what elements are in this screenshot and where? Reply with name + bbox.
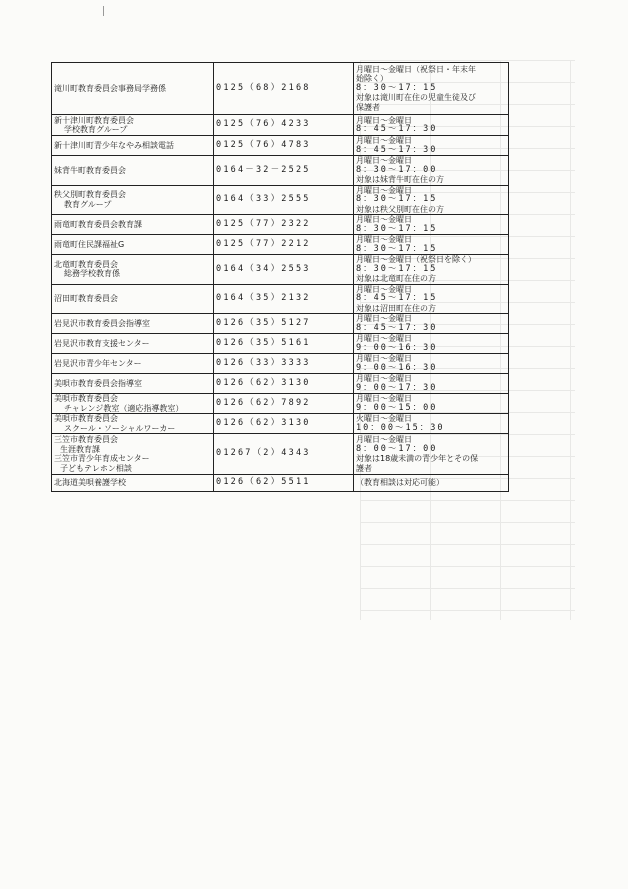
hours-cell xyxy=(354,284,509,314)
hours-line: 8：30～17：00 xyxy=(356,164,438,175)
hours-cell xyxy=(354,314,509,334)
table-row xyxy=(52,334,509,354)
hours-line: 対象は沼田町在住の方 xyxy=(356,303,436,313)
organization-cell xyxy=(52,475,214,492)
hours-line: 始除く） xyxy=(356,74,388,84)
organization-cell xyxy=(52,63,214,115)
hours-line: 8：30～17：15 xyxy=(356,194,438,204)
table-row xyxy=(52,255,509,285)
hours-line: 月曜日～金曜日 xyxy=(356,215,412,224)
hours-cell xyxy=(354,414,509,434)
table-row xyxy=(52,63,509,115)
hours-line: 9：00～15：00 xyxy=(356,402,438,413)
hours-line: 月曜日～金曜日 xyxy=(356,334,412,343)
hours-line: 月曜日～金曜日 xyxy=(356,354,412,363)
organization-line: 北海道美唄養護学校 xyxy=(54,478,126,488)
hours-cell xyxy=(354,255,509,285)
organization-line: 北竜町教育委員会 xyxy=(54,259,118,269)
organization-line: 新十津川町青少年なやみ相談電話 xyxy=(54,140,174,150)
organization-line: 妹背牛町教育委員会 xyxy=(54,165,126,175)
organization-cell xyxy=(52,354,214,374)
hours-cell xyxy=(354,185,509,215)
organization-cell xyxy=(52,255,214,285)
organization-line: 美唄市教育委員会 xyxy=(54,414,118,423)
organization-line: 生涯教育課 xyxy=(60,444,100,454)
organization-cell xyxy=(52,235,214,255)
hours-cell xyxy=(354,215,509,235)
hours-line: 月曜日～金曜日 xyxy=(356,435,412,444)
organization-line: 三笠市教育委員会 xyxy=(54,435,118,444)
hours-line: 9：00～16：30 xyxy=(356,362,438,373)
hours-line: 護者 xyxy=(356,463,372,473)
hours-cell xyxy=(354,354,509,374)
hours-cell xyxy=(354,394,509,414)
organization-line: 学校教育グループ xyxy=(64,125,128,134)
hours-line: 10：00～15：30 xyxy=(356,422,445,433)
hours-line: 8：45～17：15 xyxy=(356,293,438,303)
hours-line: 9：00～17：30 xyxy=(356,382,438,393)
hours-line: 8：00～17：00 xyxy=(356,443,438,454)
table-row xyxy=(52,374,509,394)
hours-cell xyxy=(354,63,509,115)
organization-line: 岩見沢市青少年センター xyxy=(54,358,142,368)
organization-line: 子どもテレホン相談 xyxy=(60,463,132,473)
hours-line: 月曜日～金曜日 xyxy=(356,115,412,125)
organization-cell xyxy=(52,414,214,434)
table-row xyxy=(52,314,509,334)
contact-table xyxy=(51,62,509,492)
hours-line: （教育相談は対応可能） xyxy=(356,478,444,488)
hours-line: 8：30～17：15 xyxy=(356,263,438,274)
table-row xyxy=(52,156,509,186)
table-row xyxy=(52,394,509,414)
table-row xyxy=(52,136,509,156)
organization-cell xyxy=(52,334,214,354)
organization-line: 秩父別町教育委員会 xyxy=(54,190,126,200)
phone-number: 0125（77）2212 xyxy=(214,235,354,255)
organization-cell xyxy=(52,314,214,334)
hours-cell xyxy=(354,434,509,475)
hours-cell xyxy=(354,115,509,136)
organization-line: 新十津川町教育委員会 xyxy=(54,115,134,125)
hours-line: 対象は秩父別町在住の方 xyxy=(356,204,444,214)
organization-cell xyxy=(52,156,214,186)
organization-cell xyxy=(52,115,214,136)
phone-number: 0164－32－2525 xyxy=(214,156,354,186)
organization-line: 滝川町教育委員会事務局学務係 xyxy=(54,83,166,93)
organization-cell xyxy=(52,284,214,314)
table-row xyxy=(52,354,509,374)
phone-number: 0164（34）2553 xyxy=(214,255,354,285)
organization-line: 雨竜町住民課福祉G xyxy=(54,239,125,249)
hours-cell xyxy=(354,136,509,156)
table-row xyxy=(52,235,509,255)
hours-line: 対象は滝川町在住の児童生徒及び xyxy=(356,93,476,103)
hours-line: 月曜日～金曜日 xyxy=(356,136,412,145)
scan-mark xyxy=(103,6,104,16)
hours-line: 月曜日～金曜日 xyxy=(356,284,412,294)
phone-number: 0125（77）2322 xyxy=(214,215,354,235)
hours-line: 月曜日～金曜日（祝祭日を除く） xyxy=(356,255,476,264)
hours-line: 8：30～17：15 xyxy=(356,243,438,254)
phone-number: 0126（35）5161 xyxy=(214,334,354,354)
hours-line: 月曜日～金曜日 xyxy=(356,394,412,403)
table-row xyxy=(52,434,509,475)
organization-line: チャレンジ教室（適応指導教室） xyxy=(64,403,184,413)
table-row xyxy=(52,115,509,136)
phone-number: 0125（76）4783 xyxy=(214,136,354,156)
hours-line: 8：45～17：30 xyxy=(356,144,438,155)
hours-line: 対象は北竜町在住の方 xyxy=(356,274,436,283)
hours-cell xyxy=(354,235,509,255)
hours-line: 8：30～17：15 xyxy=(356,223,438,234)
organization-cell xyxy=(52,374,214,394)
organization-line: 岩見沢市教育支援センター xyxy=(54,338,150,348)
organization-line: 三笠市青少年育成センター xyxy=(54,454,150,463)
organization-line: 総務学校教育係 xyxy=(64,269,120,279)
phone-number: 0125（68）2168 xyxy=(214,63,354,115)
phone-number: 0126（62）7892 xyxy=(214,394,354,414)
phone-number: 0126（62）3130 xyxy=(214,414,354,434)
organization-line: 美唄市教育委員会 xyxy=(54,394,118,403)
hours-line: 月曜日～金曜日 xyxy=(356,156,412,165)
phone-number: 0164（35）2132 xyxy=(214,284,354,314)
hours-line: 月曜日～金曜日 xyxy=(356,235,412,244)
hours-line: 対象は18歳未満の青少年とその保 xyxy=(356,454,479,463)
table-row xyxy=(52,284,509,314)
hours-line: 月曜日～金曜日 xyxy=(356,185,412,195)
organization-line: 教育グループ xyxy=(64,199,112,209)
hours-line: 月曜日～金曜日 xyxy=(356,314,412,323)
table-row xyxy=(52,414,509,434)
phone-number: 0126（62）5511 xyxy=(214,475,354,492)
phone-number: 0126（62）3130 xyxy=(214,374,354,394)
organization-cell xyxy=(52,394,214,414)
table-row xyxy=(52,215,509,235)
organization-line: 美唄市教育委員会指導室 xyxy=(54,378,142,388)
hours-cell xyxy=(354,374,509,394)
organization-cell xyxy=(52,185,214,215)
hours-line: 9：00～16：30 xyxy=(356,342,438,353)
hours-cell xyxy=(354,475,509,492)
hours-line: 8：45～17：30 xyxy=(356,322,438,333)
table-row xyxy=(52,185,509,215)
organization-line: 沼田町教育委員会 xyxy=(54,294,118,303)
hours-line: 8：30～17：15 xyxy=(356,82,438,93)
hours-cell xyxy=(354,334,509,354)
phone-number: 0125（76）4233 xyxy=(214,115,354,136)
phone-number: 0164（33）2555 xyxy=(214,185,354,215)
organization-cell xyxy=(52,215,214,235)
hours-line: 月曜日～金曜日 xyxy=(356,374,412,383)
phone-number: 0126（33）3333 xyxy=(214,354,354,374)
hours-line: 8：45～17：30 xyxy=(356,124,438,134)
hours-line: 対象は妹背牛町在住の方 xyxy=(356,175,444,184)
organization-line: スクール・ソーシャルワーカー xyxy=(64,423,176,433)
organization-cell xyxy=(52,136,214,156)
phone-number: 0126（35）5127 xyxy=(214,314,354,334)
organization-line: 雨竜町教育委員会教育課 xyxy=(54,219,142,229)
table-row xyxy=(52,475,509,492)
phone-number: 01267（2）4343 xyxy=(214,434,354,475)
organization-line: 岩見沢市教育委員会指導室 xyxy=(54,318,150,328)
hours-line: 保護者 xyxy=(356,102,380,112)
hours-line: 月曜日～金曜日（祝祭日・年末年 xyxy=(356,64,476,74)
hours-line: 火曜日～金曜日 xyxy=(356,414,412,423)
hours-cell xyxy=(354,156,509,186)
organization-cell xyxy=(52,434,214,475)
